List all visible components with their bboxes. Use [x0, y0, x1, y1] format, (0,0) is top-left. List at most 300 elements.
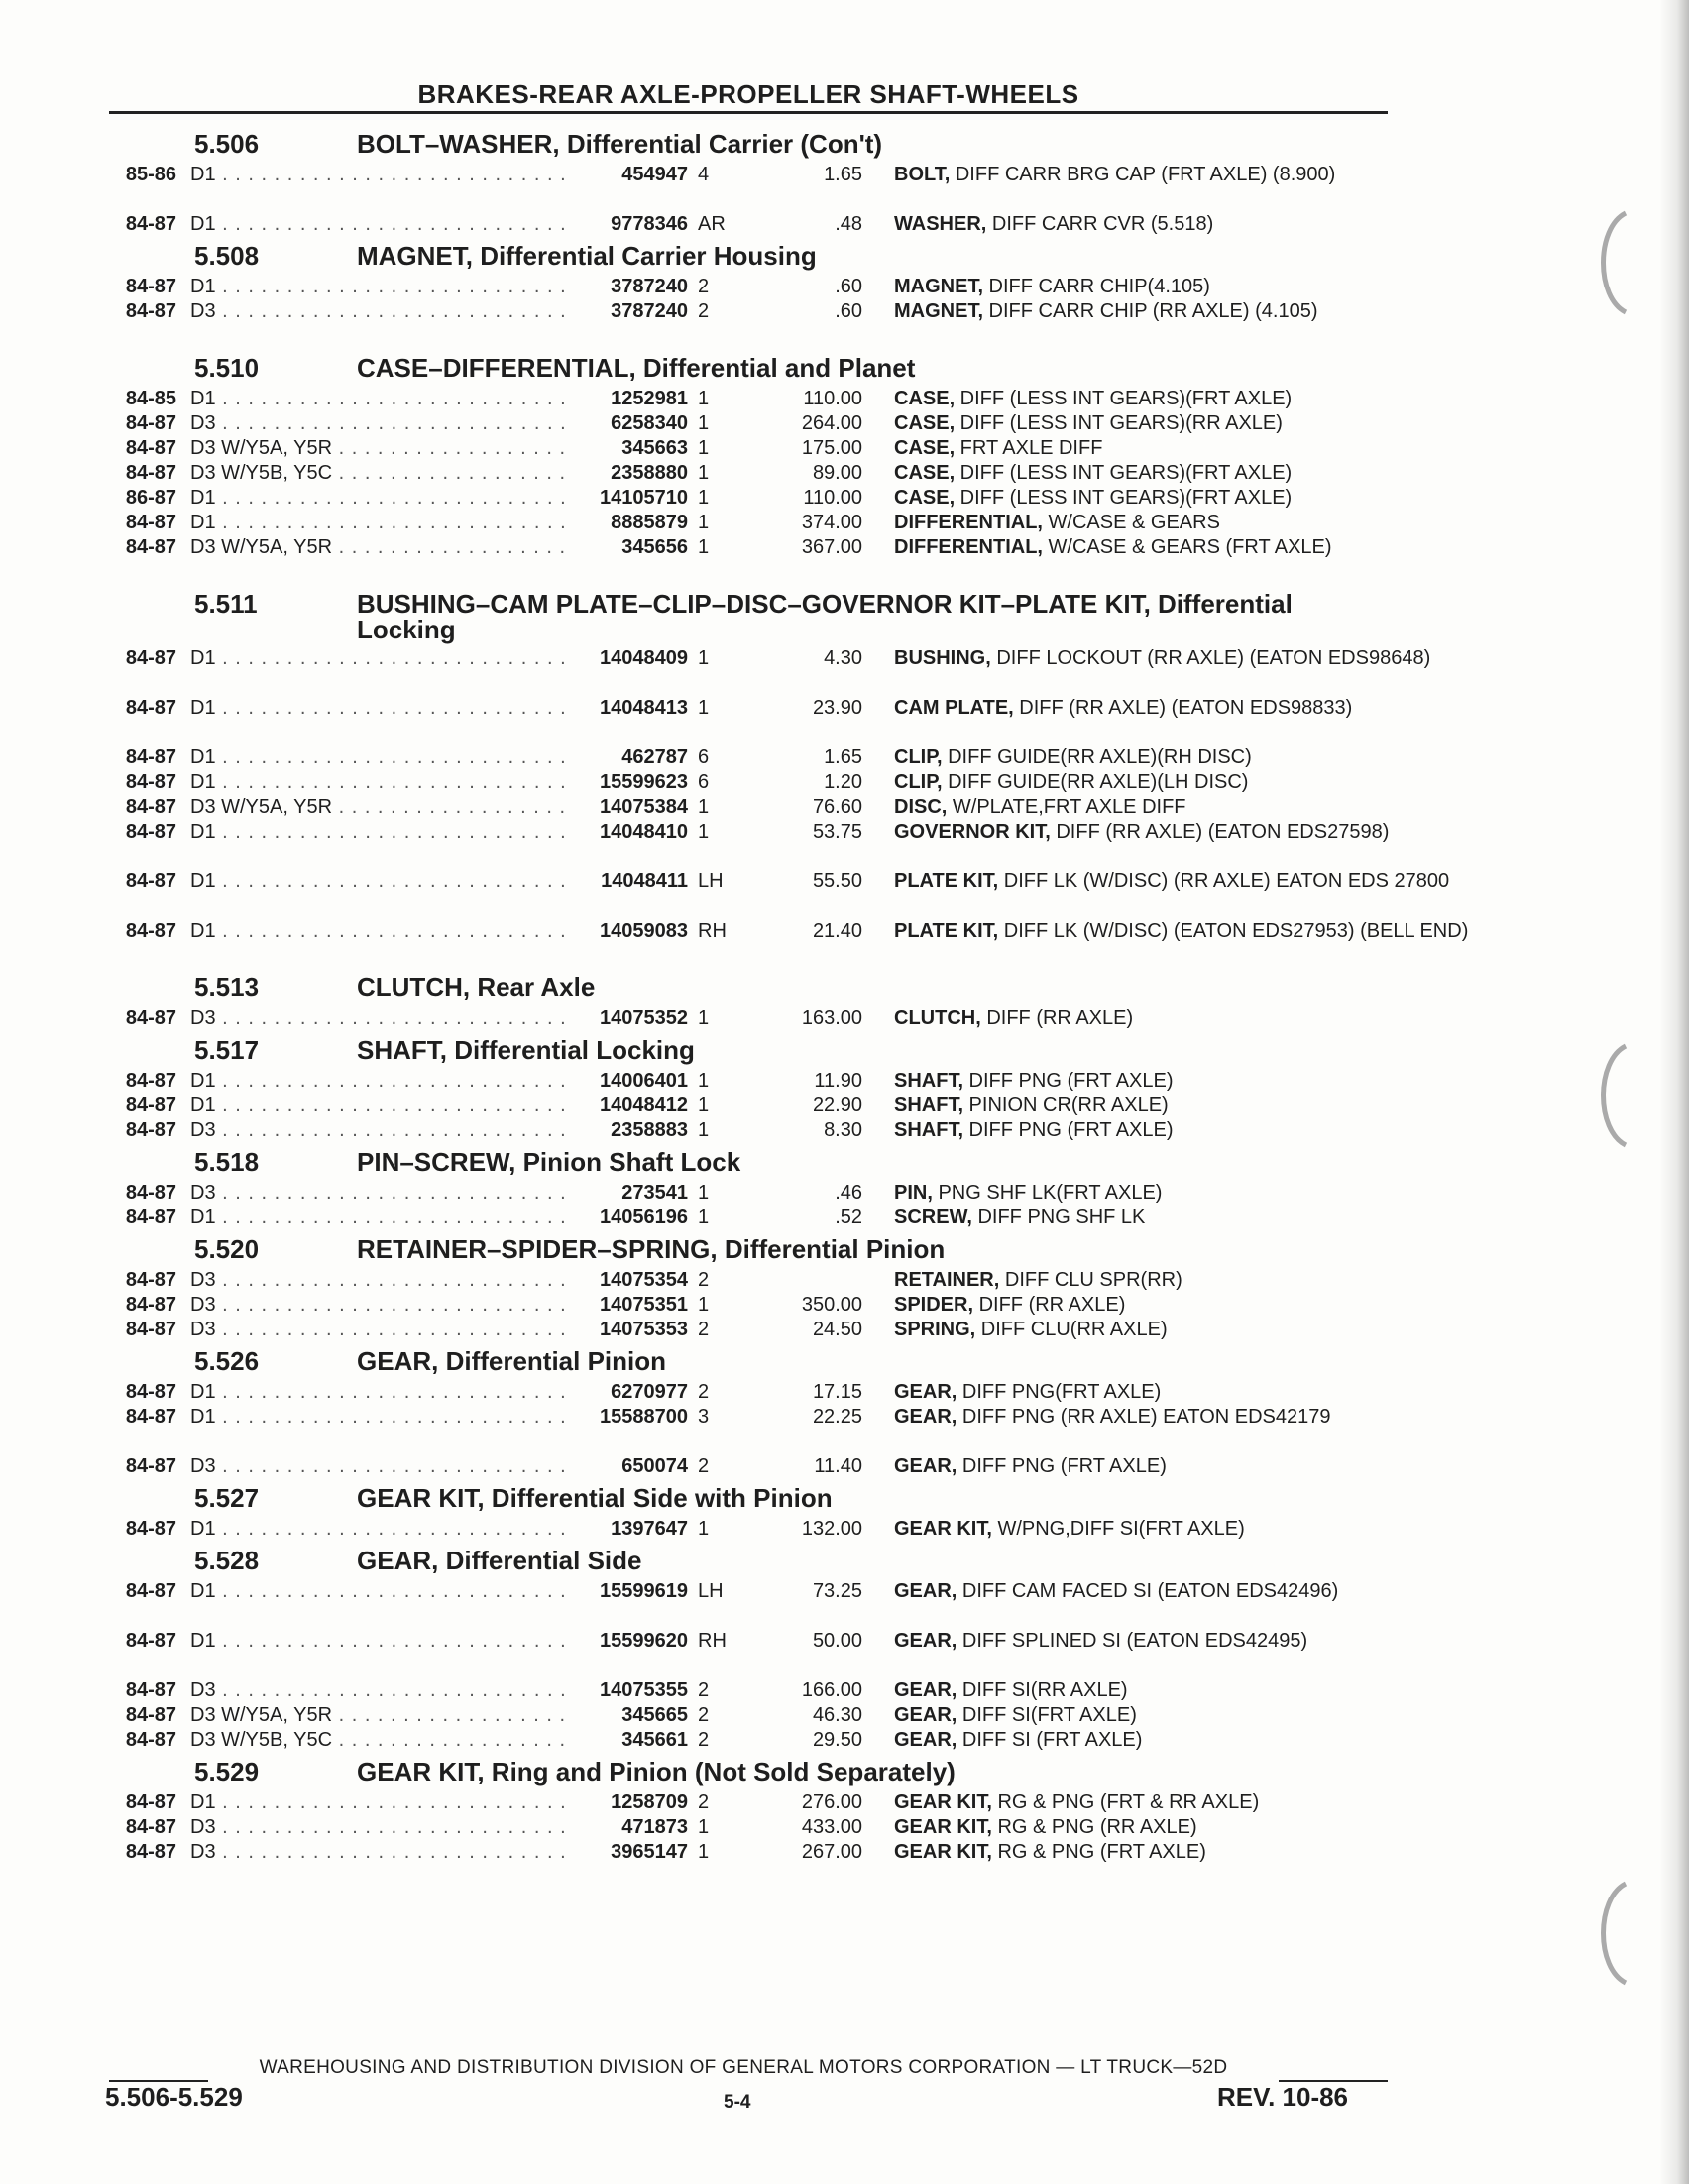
- catalog-section: [109, 1753, 1388, 1865]
- part-detail: DIFF CARR CHIP (RR AXLE) (4.105): [983, 300, 1318, 322]
- section-header: [109, 1542, 1388, 1579]
- part-name: GEAR KIT,: [894, 1841, 992, 1863]
- section-number: 5.520: [194, 1234, 260, 1264]
- part-description: [894, 1703, 1489, 1728]
- part-name: SHAFT,: [894, 1094, 963, 1116]
- part-description: [894, 1579, 1489, 1604]
- part-number: 14075384: [573, 795, 688, 820]
- part-description: [894, 163, 1489, 187]
- part-description: [894, 869, 1489, 894]
- quantity: 1: [698, 1294, 710, 1316]
- application: D3 W/Y5A, Y5R . . .: [190, 535, 652, 560]
- section-number: 5.526: [194, 1346, 260, 1376]
- section-number: 5.518: [194, 1147, 260, 1177]
- part-row: [109, 746, 1388, 770]
- quantity: 1: [698, 821, 710, 843]
- section-header: [109, 349, 1388, 387]
- part-detail: DIFF (RR AXLE) (EATON EDS27598): [1050, 821, 1390, 843]
- header-rule: [109, 111, 1388, 114]
- part-detail: DIFF PNG SHF LK: [971, 1207, 1146, 1228]
- section-number: 5.508: [194, 241, 260, 271]
- application: D3 . . .: [190, 1006, 652, 1031]
- part-row: [109, 212, 1388, 237]
- quantity: 2: [698, 1269, 710, 1291]
- part-name: MAGNET,: [894, 276, 983, 297]
- part-detail: DIFF LK (W/DISC) (EATON EDS27953) (BELL END): [998, 920, 1469, 942]
- part-number: 3787240: [573, 299, 688, 324]
- model-years: 84-87: [125, 300, 176, 322]
- part-number: 14075351: [573, 1293, 688, 1318]
- part-name: PLATE KIT,: [894, 870, 999, 892]
- price: 1.65: [824, 747, 862, 768]
- part-name: GEAR,: [894, 1630, 957, 1652]
- section-header: [109, 1479, 1388, 1517]
- application: D1 . . .: [190, 163, 652, 187]
- application: D1 . . .: [190, 1069, 652, 1093]
- application: D3 . . .: [190, 1840, 652, 1865]
- section-header: [109, 585, 1388, 646]
- price: 163.00: [801, 1007, 862, 1029]
- part-name: GEAR KIT,: [894, 1518, 992, 1540]
- application: D1 . . .: [190, 646, 652, 671]
- price: 267.00: [801, 1841, 862, 1863]
- part-row: [109, 1093, 1388, 1118]
- price: 4.30: [824, 647, 862, 669]
- part-name: DIFFERENTIAL,: [894, 512, 1043, 533]
- part-description: [894, 299, 1489, 324]
- part-number: 14075355: [573, 1678, 688, 1703]
- application: D3 . . .: [190, 1678, 652, 1703]
- model-years: 84-87: [125, 1679, 176, 1701]
- section-header: [109, 1143, 1388, 1181]
- model-years: 84-87: [125, 512, 176, 533]
- part-detail: DIFF LOCKOUT (RR AXLE) (EATON EDS98648): [990, 647, 1431, 669]
- quantity: 2: [698, 1319, 710, 1340]
- part-detail: DIFF PNG (FRT AXLE): [957, 1455, 1167, 1477]
- part-detail: DIFF (LESS INT GEARS)(RR AXLE): [955, 412, 1283, 434]
- section-header: [109, 1230, 1388, 1268]
- part-row: [109, 1181, 1388, 1206]
- application: D3 W/Y5A, Y5R . . .: [190, 436, 652, 461]
- section-header: [109, 1342, 1388, 1380]
- part-detail: DIFF (LESS INT GEARS)(FRT AXLE): [955, 388, 1293, 409]
- application: D1 . . .: [190, 511, 652, 535]
- model-years: 85-86: [125, 164, 176, 185]
- application: D3 . . .: [190, 1181, 652, 1206]
- model-years: 84-87: [125, 870, 176, 892]
- part-number: 1252981: [573, 387, 688, 411]
- application: D1 . . .: [190, 1093, 652, 1118]
- application: D1 . . .: [190, 746, 652, 770]
- model-years: 84-87: [125, 462, 176, 484]
- quantity: 1: [698, 388, 710, 409]
- part-description: [894, 1318, 1489, 1342]
- model-years: 84-87: [125, 1319, 176, 1340]
- quantity: 2: [698, 1381, 710, 1403]
- part-detail: DIFF CLU(RR AXLE): [975, 1319, 1168, 1340]
- catalog-section: [109, 237, 1388, 349]
- price: 46.30: [812, 1704, 862, 1726]
- section-number: 5.517: [194, 1035, 260, 1065]
- part-number: 14048409: [573, 646, 688, 671]
- part-row: [109, 820, 1388, 869]
- part-row: [109, 1790, 1388, 1815]
- part-row: [109, 1268, 1388, 1293]
- model-years: 86-87: [125, 487, 176, 509]
- part-number: 15588700: [573, 1405, 688, 1430]
- part-number: 3965147: [573, 1840, 688, 1865]
- part-number: 15599619: [573, 1579, 688, 1604]
- part-number: 1397647: [573, 1517, 688, 1542]
- part-name: CASE,: [894, 462, 956, 484]
- part-detail: DIFF SI(RR AXLE): [957, 1679, 1128, 1701]
- part-detail: DIFF SI(FRT AXLE): [957, 1704, 1137, 1726]
- part-detail: W/PNG,DIFF SI(FRT AXLE): [991, 1518, 1245, 1540]
- quantity: 1: [698, 1207, 710, 1228]
- price: .48: [835, 213, 862, 235]
- part-number: 2358880: [573, 461, 688, 486]
- price: 76.60: [812, 796, 862, 818]
- price: 73.25: [812, 1580, 862, 1602]
- binder-hole-icon: [1586, 1879, 1645, 1988]
- model-years: 84-87: [125, 1182, 176, 1204]
- part-row: [109, 436, 1388, 461]
- section-header: [109, 1031, 1388, 1069]
- part-name: PLATE KIT,: [894, 920, 999, 942]
- footer-page-number: 5-4: [724, 2092, 751, 2113]
- part-number: 454947: [573, 163, 688, 187]
- part-name: SHAFT,: [894, 1119, 963, 1141]
- part-detail: FRT AXLE DIFF: [955, 437, 1103, 459]
- price: 433.00: [801, 1816, 862, 1838]
- quantity: 1: [698, 1816, 710, 1838]
- quantity: 1: [698, 1070, 710, 1092]
- part-detail: DIFF SPLINED SI (EATON EDS42495): [957, 1630, 1308, 1652]
- footer-revision: REV. 10-86: [1217, 2082, 1349, 2112]
- price: 23.90: [812, 697, 862, 719]
- part-number: 14059083: [573, 919, 688, 944]
- part-description: [894, 411, 1489, 436]
- price: .60: [835, 276, 862, 297]
- part-name: GEAR,: [894, 1381, 957, 1403]
- part-description: [894, 1206, 1489, 1230]
- part-number: 14075353: [573, 1318, 688, 1342]
- quantity: 1: [698, 697, 710, 719]
- price: 264.00: [801, 412, 862, 434]
- part-description: [894, 696, 1489, 721]
- part-row: [109, 1069, 1388, 1093]
- model-years: 84-87: [125, 1704, 176, 1726]
- part-detail: DIFF (RR AXLE) (EATON EDS98833): [1013, 697, 1353, 719]
- part-name: BOLT,: [894, 164, 951, 185]
- part-detail: DIFF (LESS INT GEARS)(FRT AXLE): [955, 487, 1293, 509]
- model-years: 84-87: [125, 1070, 176, 1092]
- part-name: DIFFERENTIAL,: [894, 536, 1043, 558]
- catalog-section: [109, 1031, 1388, 1143]
- part-name: CASE,: [894, 388, 956, 409]
- price: 22.25: [812, 1406, 862, 1428]
- part-number: 6270977: [573, 1380, 688, 1405]
- part-description: [894, 212, 1489, 237]
- part-detail: W/PLATE,FRT AXLE DIFF: [947, 796, 1186, 818]
- part-detail: DIFF (LESS INT GEARS)(FRT AXLE): [955, 462, 1293, 484]
- part-description: [894, 820, 1489, 845]
- part-row: [109, 461, 1388, 486]
- model-years: 84-87: [125, 821, 176, 843]
- part-detail: DIFF PNG (RR AXLE) EATON EDS42179: [957, 1406, 1331, 1428]
- section-header: [109, 125, 1388, 163]
- application: D1 . . .: [190, 820, 652, 845]
- page-title: BRAKES-REAR AXLE-PROPELLER SHAFT-WHEELS: [417, 79, 1079, 109]
- model-years: 84-87: [125, 1294, 176, 1316]
- part-detail: RG & PNG (RR AXLE): [991, 1816, 1197, 1838]
- section-number: 5.513: [194, 973, 260, 1002]
- application: D3 . . .: [190, 411, 652, 436]
- part-row: [109, 770, 1388, 795]
- catalog-section: [109, 125, 1388, 237]
- part-detail: DIFF SI (FRT AXLE): [957, 1729, 1143, 1751]
- section-title: CLUTCH, Rear Axle: [357, 973, 596, 1002]
- part-name: CLUTCH,: [894, 1007, 981, 1029]
- binder-hole-icon: [1586, 1041, 1645, 1150]
- model-years: 84-87: [125, 1729, 176, 1751]
- catalog-section: [109, 1479, 1388, 1542]
- part-number: 14048411: [573, 869, 688, 894]
- part-number: 14105710: [573, 486, 688, 511]
- part-description: [894, 1268, 1489, 1293]
- part-row: [109, 1454, 1388, 1479]
- footer-section-range: 5.506-5.529: [105, 2082, 243, 2112]
- part-number: 15599620: [573, 1629, 688, 1654]
- application: D3 . . .: [190, 1293, 652, 1318]
- part-description: [894, 919, 1489, 944]
- model-years: 84-87: [125, 697, 176, 719]
- model-years: 84-87: [125, 1841, 176, 1863]
- page-edge-shadow: [1659, 0, 1689, 2184]
- application: D1 . . .: [190, 1790, 652, 1815]
- price: .52: [835, 1207, 862, 1228]
- part-description: [894, 1181, 1489, 1206]
- part-number: 345656: [573, 535, 688, 560]
- part-row: [109, 1206, 1388, 1230]
- price: 110.00: [803, 388, 862, 409]
- part-detail: DIFF (RR AXLE): [973, 1294, 1126, 1316]
- price: 53.75: [812, 821, 862, 843]
- part-number: 14075354: [573, 1268, 688, 1293]
- part-number: 14006401: [573, 1069, 688, 1093]
- part-name: BUSHING,: [894, 647, 991, 669]
- part-row: [109, 1579, 1388, 1629]
- part-name: GEAR,: [894, 1455, 957, 1477]
- part-description: [894, 1678, 1489, 1703]
- part-description: [894, 646, 1489, 671]
- part-detail: DIFF CARR CVR (5.518): [986, 213, 1214, 235]
- part-name: SPIDER,: [894, 1294, 974, 1316]
- part-description: [894, 1006, 1489, 1031]
- part-number: 14048413: [573, 696, 688, 721]
- part-row: [109, 1118, 1388, 1143]
- part-row: [109, 511, 1388, 535]
- price: 1.20: [824, 771, 862, 793]
- price: 55.50: [812, 870, 862, 892]
- model-years: 84-87: [125, 1518, 176, 1540]
- model-years: 84-87: [125, 437, 176, 459]
- quantity: LH: [698, 870, 724, 892]
- price: 89.00: [812, 462, 862, 484]
- part-description: [894, 1629, 1489, 1654]
- part-name: CLIP,: [894, 747, 943, 768]
- quantity: 2: [698, 1791, 710, 1813]
- model-years: 84-87: [125, 771, 176, 793]
- model-years: 84-87: [125, 1406, 176, 1428]
- part-name: WASHER,: [894, 213, 987, 235]
- section-header: [109, 969, 1388, 1006]
- catalog-section: [109, 349, 1388, 585]
- part-number: 345663: [573, 436, 688, 461]
- part-description: [894, 1380, 1489, 1405]
- model-years: 84-87: [125, 1630, 176, 1652]
- quantity: 2: [698, 276, 710, 297]
- part-row: [109, 411, 1388, 436]
- application: D1 . . .: [190, 696, 652, 721]
- application: D3 . . .: [190, 1268, 652, 1293]
- catalog-section: [109, 1542, 1388, 1753]
- part-row: [109, 869, 1450, 919]
- application: D3 . . .: [190, 1815, 652, 1840]
- part-row: [109, 275, 1388, 299]
- price: 50.00: [812, 1630, 862, 1652]
- part-description: [894, 1517, 1489, 1542]
- part-detail: PINION CR(RR AXLE): [963, 1094, 1169, 1116]
- model-years: 84-87: [125, 796, 176, 818]
- model-years: 84-87: [125, 1269, 176, 1291]
- quantity: 1: [698, 512, 710, 533]
- application: D1 . . .: [190, 869, 652, 894]
- quantity: 1: [698, 462, 710, 484]
- model-years: 84-87: [125, 920, 176, 942]
- quantity: 2: [698, 1704, 710, 1726]
- part-description: [894, 1790, 1489, 1815]
- section-title: SHAFT, Differential Locking: [357, 1035, 695, 1065]
- quantity: 1: [698, 796, 710, 818]
- section-number: 5.529: [194, 1757, 260, 1786]
- application: D1 . . .: [190, 770, 652, 795]
- part-row: [109, 795, 1388, 820]
- part-number: 15599623: [573, 770, 688, 795]
- application: D3 W/Y5B, Y5C . . .: [190, 461, 652, 486]
- part-number: 345661: [573, 1728, 688, 1753]
- part-name: GOVERNOR KIT,: [894, 821, 1051, 843]
- application: D1 . . .: [190, 1206, 652, 1230]
- quantity: 6: [698, 747, 710, 768]
- section-title: BOLT–WASHER, Differential Carrier (Con't): [357, 129, 883, 159]
- part-name: MAGNET,: [894, 300, 983, 322]
- part-row: [109, 1703, 1388, 1728]
- part-row: [109, 387, 1388, 411]
- part-number: 650074: [573, 1454, 688, 1479]
- part-row: [109, 1840, 1388, 1865]
- model-years: 84-87: [125, 1094, 176, 1116]
- part-name: CAM PLATE,: [894, 697, 1014, 719]
- part-row: [109, 1405, 1388, 1454]
- part-detail: DIFF GUIDE(RR AXLE)(RH DISC): [942, 747, 1252, 768]
- part-number: 462787: [573, 746, 688, 770]
- application: D1 . . .: [190, 275, 652, 299]
- quantity: RH: [698, 920, 727, 942]
- part-detail: DIFF LK (W/DISC) (RR AXLE) EATON EDS 27800: [998, 870, 1450, 892]
- section-number: 5.506: [194, 129, 260, 159]
- section-header: [109, 237, 1388, 275]
- quantity: 1: [698, 412, 710, 434]
- part-detail: RG & PNG (FRT & RR AXLE): [991, 1791, 1260, 1813]
- part-name: SPRING,: [894, 1319, 976, 1340]
- section-title: GEAR KIT, Ring and Pinion (Not Sold Separately): [357, 1757, 956, 1786]
- part-name: GEAR,: [894, 1580, 957, 1602]
- part-name: DISC,: [894, 796, 948, 818]
- price: 17.15: [812, 1381, 862, 1403]
- part-name: GEAR KIT,: [894, 1791, 992, 1813]
- part-row: [109, 299, 1388, 349]
- part-number: 273541: [573, 1181, 688, 1206]
- part-detail: W/CASE & GEARS (FRT AXLE): [1043, 536, 1332, 558]
- part-detail: DIFF CARR BRG CAP (FRT AXLE) (8.900): [950, 164, 1336, 185]
- part-description: [894, 1069, 1489, 1093]
- price: .46: [835, 1182, 862, 1204]
- part-row: [109, 163, 1388, 212]
- part-description: [894, 486, 1489, 511]
- application: D1 . . .: [190, 1380, 652, 1405]
- part-description: [894, 1728, 1489, 1753]
- part-number: 345665: [573, 1703, 688, 1728]
- part-description: [894, 436, 1489, 461]
- part-description: [894, 1093, 1489, 1118]
- part-name: CASE,: [894, 412, 956, 434]
- part-description: [894, 275, 1489, 299]
- part-row: [109, 919, 1469, 969]
- application: D1 . . .: [190, 1579, 652, 1604]
- part-description: [894, 1118, 1489, 1143]
- price: 110.00: [803, 487, 862, 509]
- part-number: 9778346: [573, 212, 688, 237]
- part-row: [109, 1678, 1388, 1703]
- section-title: GEAR, Differential Pinion: [357, 1346, 667, 1376]
- part-description: [894, 1454, 1489, 1479]
- price: 11.40: [814, 1455, 862, 1477]
- part-description: [894, 461, 1489, 486]
- part-name: CASE,: [894, 487, 956, 509]
- part-name: CLIP,: [894, 771, 943, 793]
- quantity: 1: [698, 487, 710, 509]
- part-detail: DIFF PNG(FRT AXLE): [957, 1381, 1162, 1403]
- part-name: GEAR,: [894, 1729, 957, 1751]
- part-detail: DIFF PNG (FRT AXLE): [963, 1119, 1174, 1141]
- part-detail: DIFF GUIDE(RR AXLE)(LH DISC): [942, 771, 1249, 793]
- application: D3 W/Y5A, Y5R . . .: [190, 1703, 652, 1728]
- part-name: GEAR,: [894, 1406, 957, 1428]
- quantity: 1: [698, 647, 710, 669]
- catalog-section: [109, 1342, 1388, 1479]
- application: D3 W/Y5A, Y5R . . .: [190, 795, 652, 820]
- part-description: [894, 1815, 1489, 1840]
- part-row: [109, 1629, 1388, 1678]
- part-number: 6258340: [573, 411, 688, 436]
- part-description: [894, 770, 1489, 795]
- quantity: 2: [698, 1729, 710, 1751]
- part-description: [894, 535, 1489, 560]
- part-name: PIN,: [894, 1182, 933, 1204]
- section-title: GEAR KIT, Differential Side with Pinion: [357, 1483, 833, 1513]
- section-title: PIN–SCREW, Pinion Shaft Lock: [357, 1147, 741, 1177]
